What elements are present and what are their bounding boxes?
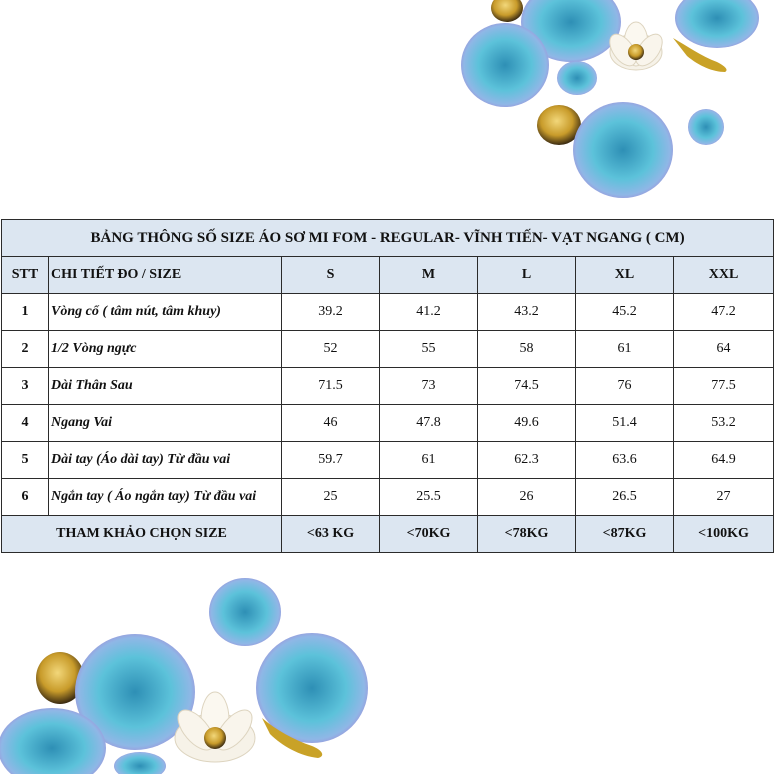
row-detail: Ngắn tay ( Áo ngắn tay) Từ đầu vai (49, 479, 282, 516)
cell-value: 71.5 (282, 368, 380, 405)
cell-value: 51.4 (576, 405, 674, 442)
cell-value: 58 (478, 331, 576, 368)
header-size-l: L (478, 257, 576, 294)
row-stt: 2 (2, 331, 49, 368)
cell-value: 25.5 (380, 479, 478, 516)
cell-value: 46 (282, 405, 380, 442)
cell-value: 63.6 (576, 442, 674, 479)
cell-value: 52 (282, 331, 380, 368)
table-row (2, 294, 774, 331)
cell-value: 61 (380, 442, 478, 479)
table-row (2, 442, 774, 479)
reference-value: <70KG (380, 516, 478, 553)
reference-row (2, 516, 774, 553)
lotus-leaf-icon (573, 102, 673, 198)
cell-value: 25 (282, 479, 380, 516)
cell-value: 64.9 (674, 442, 774, 479)
reference-value: <63 KG (282, 516, 380, 553)
cell-value: 77.5 (674, 368, 774, 405)
row-stt: 1 (2, 294, 49, 331)
lotus-leaf-icon (675, 0, 759, 48)
header-stt: STT (2, 257, 49, 294)
header-size-xxl: XXL (674, 257, 774, 294)
row-stt: 6 (2, 479, 49, 516)
header-size-m: M (380, 257, 478, 294)
lotus-leaf-icon (557, 61, 597, 95)
table-row (2, 331, 774, 368)
table-row (2, 405, 774, 442)
table-row (2, 368, 774, 405)
cell-value: 45.2 (576, 294, 674, 331)
cell-value: 62.3 (478, 442, 576, 479)
lotus-leaf-icon (461, 23, 549, 107)
size-chart-table (1, 219, 774, 553)
row-detail: 1/2 Vòng ngực (49, 331, 282, 368)
cell-value: 27 (674, 479, 774, 516)
cell-value: 26.5 (576, 479, 674, 516)
cell-value: 49.6 (478, 405, 576, 442)
table-header-row (2, 257, 774, 294)
header-detail: CHI TIẾT ĐO / SIZE (49, 257, 282, 294)
table-title-row (2, 220, 774, 257)
lotus-leaf-icon (209, 578, 281, 646)
row-detail: Dài tay (Áo dài tay) Từ đầu vai (49, 442, 282, 479)
row-stt: 3 (2, 368, 49, 405)
cell-value: 43.2 (478, 294, 576, 331)
cell-value: 55 (380, 331, 478, 368)
cell-value: 59.7 (282, 442, 380, 479)
cell-value: 73 (380, 368, 478, 405)
cell-value: 26 (478, 479, 576, 516)
row-detail: Dài Thân Sau (49, 368, 282, 405)
gold-leaf-icon (491, 0, 523, 22)
reference-value: <78KG (478, 516, 576, 553)
cell-value: 76 (576, 368, 674, 405)
header-size-xl: XL (576, 257, 674, 294)
reference-value: <87KG (576, 516, 674, 553)
cell-value: 39.2 (282, 294, 380, 331)
cell-value: 47.2 (674, 294, 774, 331)
cell-value: 53.2 (674, 405, 774, 442)
lotus-decoration-top (455, 0, 774, 205)
row-detail: Ngang Vai (49, 405, 282, 442)
cell-value: 41.2 (380, 294, 478, 331)
header-size-s: S (282, 257, 380, 294)
row-stt: 4 (2, 405, 49, 442)
cell-value: 64 (674, 331, 774, 368)
table-row (2, 479, 774, 516)
cell-value: 47.8 (380, 405, 478, 442)
cell-value: 61 (576, 331, 674, 368)
lotus-leaf-icon (688, 109, 724, 145)
lotus-leaf-icon (114, 752, 166, 774)
reference-label: THAM KHẢO CHỌN SIZE (2, 516, 282, 553)
row-stt: 5 (2, 442, 49, 479)
cell-value: 74.5 (478, 368, 576, 405)
reference-value: <100KG (674, 516, 774, 553)
table-title: BẢNG THÔNG SỐ SIZE ÁO SƠ MI FOM - REGULAR- VĨNH TIẾN- VẠT NGANG ( CM) (2, 220, 774, 257)
row-detail: Vòng cổ ( tâm nút, tâm khuy) (49, 294, 282, 331)
lotus-decoration-bottom (0, 570, 370, 774)
